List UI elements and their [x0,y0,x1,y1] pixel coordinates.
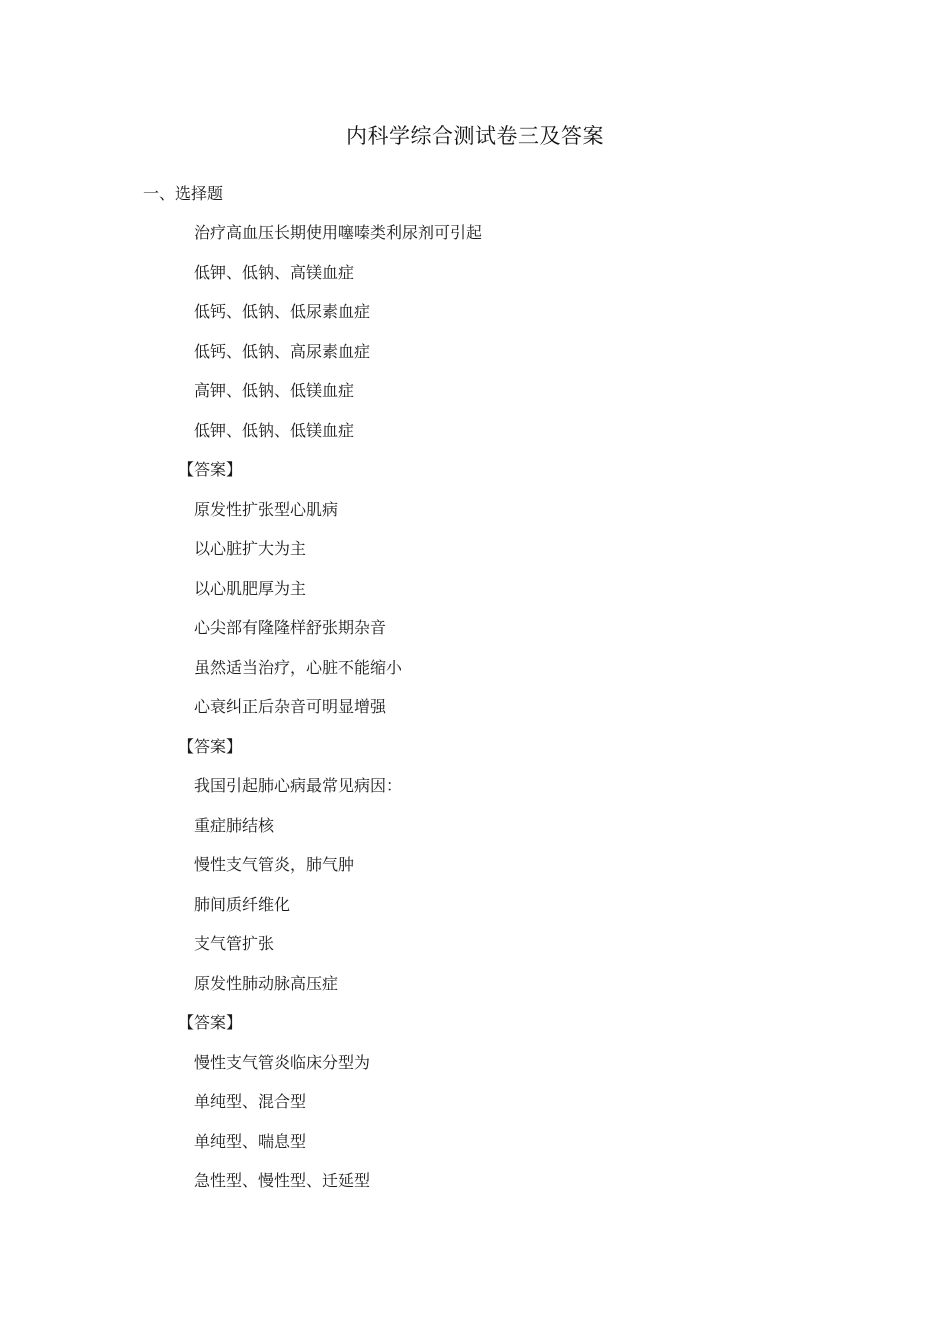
option-line: 慢性支气管炎，肺气肿 [194,855,355,874]
option-line: 低钾、低钠、高镁血症 [194,262,355,282]
answer-label: 【答案】 [178,1013,243,1032]
option-line: 急性型、慢性型、迁延型 [194,1171,371,1190]
document-title: 内科学综合测试卷三及答案 [346,124,604,148]
option-line: 重症肺结核 [194,815,275,835]
option-line: 肺间质纤维化 [194,894,291,914]
option-line: 低钾、低钠、低镁血症 [194,420,355,440]
option-line: 心尖部有隆隆样舒张期杂音 [194,618,387,637]
answer-label: 【答案】 [178,460,243,479]
option-line: 单纯型、喘息型 [194,1131,307,1151]
option-line: 单纯型、混合型 [194,1092,307,1111]
question-stem: 我国引起肺心病最常见病因： [194,776,403,795]
question-stem: 慢性支气管炎临床分型为 [194,1052,371,1072]
option-line: 以心肌肥厚为主 [194,578,307,598]
option-line: 虽然适当治疗，心脏不能缩小 [194,657,403,677]
question-list [0,222,950,1210]
option-line: 低钙、低钠、低尿素血症 [194,302,371,321]
option-line: 心衰纠正后杂音可明显增强 [194,697,387,716]
option-line: 高钾、低钠、低镁血症 [194,381,355,400]
option-line: 以心脏扩大为主 [194,539,307,558]
answer-label: 【答案】 [178,736,243,756]
section-heading: 一、选择题 [143,184,224,203]
question-stem: 原发性扩张型心肌病 [194,499,339,519]
option-line: 原发性肺动脉高压症 [194,973,339,993]
option-line: 低钙、低钠、高尿素血症 [194,341,371,361]
question-stem: 治疗高血压长期使用噻嗪类利尿剂可引起 [194,223,483,242]
option-line: 支气管扩张 [194,934,275,953]
